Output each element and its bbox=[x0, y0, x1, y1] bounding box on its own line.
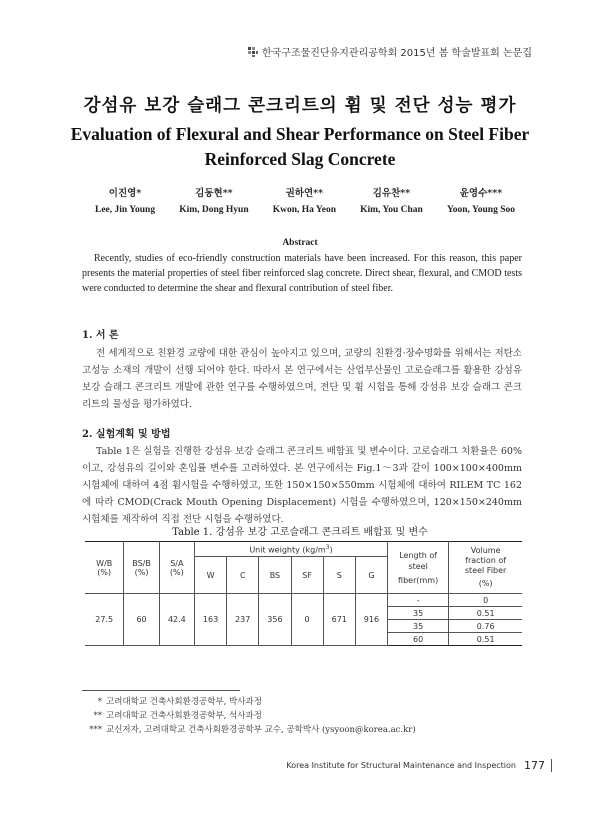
cell-length: - bbox=[388, 594, 449, 607]
section-heading-introduction: 1. 서 론 bbox=[82, 330, 119, 341]
author-name-en: Lee, Jin Young bbox=[95, 205, 156, 215]
cell-g: 916 bbox=[355, 594, 387, 646]
cell-bsb: 60 bbox=[124, 594, 159, 646]
author-name-ko: 윤영수*** bbox=[459, 188, 503, 199]
author bbox=[179, 186, 248, 218]
author bbox=[447, 186, 515, 218]
conference-name: 한국구조물진단유지관리공학회 2015년 봄 학술발표회 논문집 bbox=[261, 48, 532, 59]
subheader-bs: BS bbox=[259, 557, 291, 594]
subheader-s: S bbox=[323, 557, 355, 594]
header-wb: W/B (%) bbox=[85, 542, 124, 594]
introduction-paragraph: 전 세계적으로 친환경 교량에 대한 관심이 높아지고 있으며, 교량의 친환경·장수명화를 위해서는 저탄소 고성능 소재의 개발이 선행 되어야 한다. 따라서 본 연구에서는 산업부산물인 고로슬래그를 활용한 강섬유 보강 슬래그 콘크리트 개발에 관한 연구를 수행하였으며, 전단 및 휨 시험을 통해 강섬유 보강 슬래그 콘크리트의 물성을 평가하였다. bbox=[82, 348, 522, 410]
author-name-ko: 김유찬** bbox=[372, 188, 411, 199]
cell-length: 35 bbox=[388, 607, 449, 620]
cell-volume: 0.76 bbox=[449, 620, 522, 633]
subheader-g: G bbox=[355, 557, 387, 594]
header-bsb: BS/B (%) bbox=[124, 542, 159, 594]
cell-wb: 27.5 bbox=[85, 594, 124, 646]
section-heading-methods: 2. 실험계획 및 방법 bbox=[82, 429, 171, 440]
institute-logo-icon bbox=[248, 47, 258, 57]
footnote: *** 교신저자, 고려대학교 건축사회환경공학부 교수, 공학박사 (ysyoon@korea.ac.kr) bbox=[89, 725, 416, 735]
cell-volume: 0 bbox=[449, 594, 522, 607]
table-row bbox=[85, 594, 522, 607]
header-unit-weight: Unit weighty $(kg/m^3)$ bbox=[194, 542, 387, 557]
cell-volume: 0.51 bbox=[449, 633, 522, 646]
page-number: 177 bbox=[524, 759, 552, 772]
header-volume-fraction: Volume fraction of steel Fiber (%) bbox=[449, 542, 522, 594]
cell-w: 163 bbox=[194, 594, 226, 646]
conference-header bbox=[248, 44, 532, 59]
subheader-c: C bbox=[227, 557, 259, 594]
author-name-en: Kim, You Chan bbox=[360, 205, 423, 215]
abstract-text: Recently, studies of eco-friendly construction materials have been increased. For this reason, this paper presents the material properties of steel fiber reinforced slag concrete. Direct shear, flexural, and CMOD tests were conducted to determine the shear and flexural contribution of steel fiber. bbox=[82, 253, 522, 294]
author-name-en: Yoon, Young Soo bbox=[446, 205, 515, 215]
cell-bs: 356 bbox=[259, 594, 291, 646]
author-name-ko: 김동현** bbox=[195, 188, 233, 199]
subheader-sf: SF bbox=[291, 557, 323, 594]
header-sa: S/A (%) bbox=[159, 542, 194, 594]
page-footer bbox=[286, 759, 552, 772]
cell-sa: 42.4 bbox=[159, 594, 194, 646]
header-fiber-length: Length of steel fiber(mm) bbox=[388, 542, 449, 594]
methods-paragraph: Table 1은 실험을 진행한 강섬유 보강 슬래그 콘크리트 배합표 및 변수이다. 고로슬래그 치환율은 60%이고, 강섬유의 길이와 혼입률 변수를 고려하였다. 본 연구에서는 Fig.1～3과 같이 100×100×400mm 시험체에 대하여 4점 휨시험을 수행하였고, 또한 150×150×550mm 시험체에 대하여 RILEM TC 162에 따라 CMOD(Crack Mouth Opening Displacement) 시험을 수행하였으며, 120×150×240mm 시험체를 제작하여 직접 전단 시험을 수행하였다. bbox=[82, 446, 522, 525]
author bbox=[95, 186, 155, 218]
author-name-ko: 이진영* bbox=[108, 188, 142, 199]
title-korean: 강섬유 보강 슬래그 콘크리트의 휨 및 전단 성능 평가 bbox=[83, 96, 517, 116]
title-english bbox=[70, 122, 530, 172]
author bbox=[360, 186, 423, 218]
cell-sf: 0 bbox=[291, 594, 323, 646]
author bbox=[273, 186, 336, 218]
author-name-en: Kwon, Ha Yeon bbox=[272, 205, 336, 215]
cell-s: 671 bbox=[323, 594, 355, 646]
footnote: * 고려대학교 건축사회환경공학부, 박사과정 bbox=[97, 697, 262, 707]
title-english-line1: Evaluation of Flexural and Shear Performance on Steel Fiber bbox=[70, 124, 530, 144]
abstract-heading: Abstract bbox=[282, 238, 318, 248]
table-caption: Table 1. 강섬유 보강 고로슬래그 콘크리트 배합표 및 변수 bbox=[172, 527, 428, 538]
footer-institute: Korea Institute for Structural Maintenance and Inspection bbox=[286, 761, 516, 770]
author-name-en: Kim, Dong Hyun bbox=[179, 205, 249, 215]
cell-c: 237 bbox=[227, 594, 259, 646]
author-list bbox=[95, 186, 515, 218]
cell-length: 35 bbox=[388, 620, 449, 633]
subheader-w: W bbox=[194, 557, 226, 594]
title-english-line2: Reinforced Slag Concrete bbox=[204, 149, 396, 169]
footnote: ** 고려대학교 건축사회환경공학부, 석사과정 bbox=[93, 711, 262, 721]
footnote-divider bbox=[82, 690, 240, 691]
cell-length: 60 bbox=[388, 633, 449, 646]
mix-proportion-table bbox=[85, 541, 522, 646]
author-name-ko: 권하연** bbox=[285, 188, 324, 199]
cell-volume: 0.51 bbox=[449, 607, 522, 620]
